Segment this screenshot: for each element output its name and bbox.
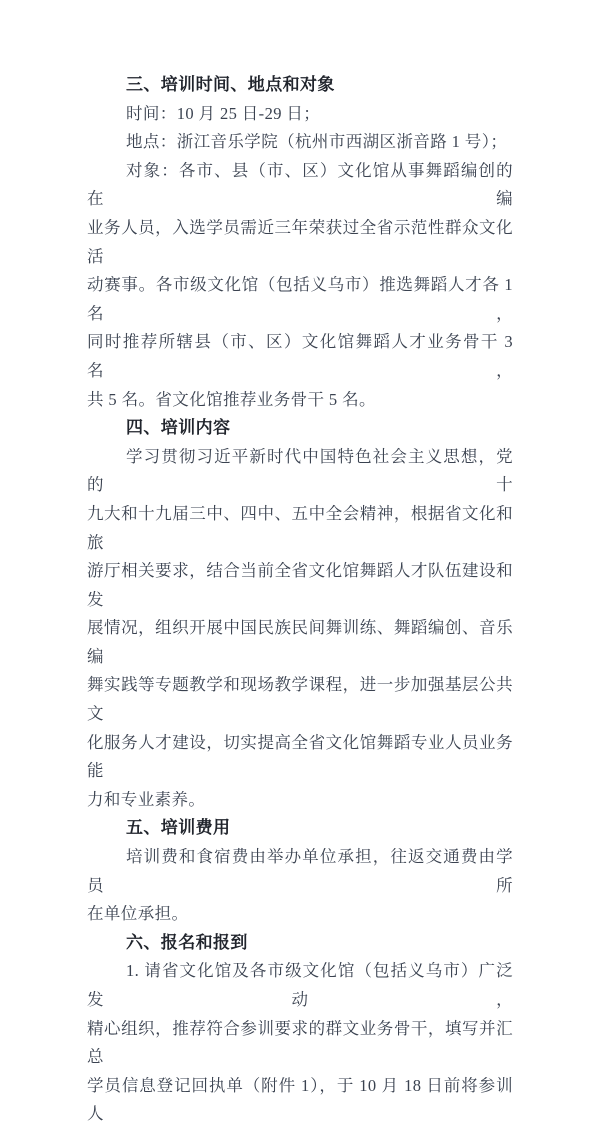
text-line: 培训费和食宿费由举办单位承担，往返交通费由学员所	[87, 847, 513, 895]
text-line: 业务人员，入选学员需近三年荣获过全省示范性群众文化活	[87, 217, 513, 266]
text-line: 动赛事。各市级文化馆（包括义乌市）推选舞蹈人才各 1 名，	[87, 275, 513, 323]
text-line: 共 5 名。省文化馆推荐业务骨干 5 名。	[87, 389, 376, 409]
text-line: 同时推荐所辖县（市、区）文化馆舞蹈人才业务骨干 3 名，	[87, 332, 513, 380]
section-heading: 三、培训时间、地点和对象	[126, 75, 335, 94]
text-line: 游厅相关要求，结合当前全省文化馆舞蹈人才队伍建设和发	[87, 561, 513, 609]
text-line: 力和专业素养。	[87, 789, 206, 809]
text-line: 在单位承担。	[87, 904, 189, 924]
text-line: 时间：10 月 25 日-29 日；	[126, 103, 321, 123]
text-line: 对象：各市、县（市、区）文化馆从事舞蹈编创的在编	[87, 160, 513, 209]
text-line: 舞实践等专题教学和现场教学课程，进一步加强基层公共文	[87, 675, 513, 724]
document-body	[87, 71, 513, 1129]
text-line: 1. 请省文化馆及各市级文化馆（包括义乌市）广泛发动，	[87, 961, 513, 1009]
text-line: 学习贯彻习近平新时代中国特色社会主义思想，党的十	[87, 446, 513, 495]
text-line: 化服务人才建设，切实提高全省文化馆舞蹈专业人员业务能	[87, 732, 513, 781]
text-line: 地点：浙江音乐学院（杭州市西湖区浙音路 1 号）；	[126, 132, 508, 152]
text-line: 精心组织，推荐符合参训要求的群文业务骨干，填写并汇总	[87, 1018, 513, 1067]
section-heading: 四、培训内容	[126, 418, 231, 438]
section-heading: 六、报名和报到	[126, 932, 248, 952]
text-line: 学员信息登记回执单（附件 1），于 10 月 18 日前将参训人	[87, 1075, 513, 1124]
text-line: 九大和十九届三中、四中、五中全会精神，根据省文化和旅	[87, 503, 513, 552]
section-heading: 五、培训费用	[126, 818, 231, 838]
text-line: 展情况，组织开展中国民族民间舞训练、舞蹈编创、音乐编	[87, 618, 513, 666]
